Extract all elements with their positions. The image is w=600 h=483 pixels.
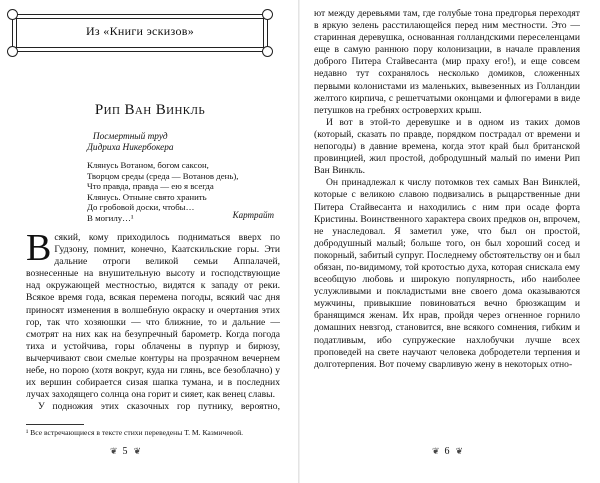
left-body-text	[26, 232, 280, 412]
page-footer	[432, 446, 462, 457]
ornament-icon: ❦	[455, 446, 463, 456]
subtitle-line: Посмертный труд	[92, 132, 168, 142]
paragraph: И вот в этой-то деревушке и в одном из таких домов (который, сказать по правде, порядком пострадал от времени и непогоды) в давние времена, когда этот край был британской провинцией, жил простой, добродушный малый по имени Рип Ван Винкль.	[314, 116, 580, 177]
paragraph: У подножия этих сказочных гор путнику, вероятно,	[38, 401, 280, 412]
epigraph-line: До гробовой доски, чтобы…	[87, 202, 195, 213]
right-page	[300, 0, 600, 483]
frame-corner-ornament	[262, 9, 273, 20]
frame-corner-ornament	[7, 46, 18, 57]
epigraph-attribution: Картрайт	[232, 210, 274, 220]
frame-corner-ornament	[7, 9, 18, 20]
subtitle-line: Дидриха Никербокера	[87, 143, 174, 153]
epigraph	[87, 160, 239, 224]
running-header: Из «Книги эскизов»	[85, 24, 195, 38]
page-number: 5	[122, 446, 128, 457]
story-title: Рип Ван Винкль	[94, 102, 206, 118]
epigraph-line: Клянусь Вотаном, богом саксон,	[87, 160, 209, 170]
footnote: ¹ Все встречающиеся в тексте стихи переведены Т. М. Казмичевой.	[26, 428, 244, 437]
frame-corner-ornament	[262, 46, 273, 57]
drop-cap: В	[26, 232, 52, 269]
paragraph: Он принадлежал к числу потомков тех самых Ван Винклей, которые с великою славою подвизались в рыцарственные дни Питера Стайвесанта и находились с ним при осаде форта Кристины. Воинственного характера своих предков он, впрочем, не унаследовал. Я заметил уже, что был он простой, добродушный малый; больше того, он был хороший сосед и покорный, забитый супруг. Последнему обстоятельству он и был обязан, по-видимому, той кротостью духа, которая снискала ему всеобщую любовь и широкую популярность, ибо наиболее услужливыми и покладистыми вне своего дома оказываются мужчины, привыкшие повиноваться вечно брюзжащим и бранящимся женам. Их нрав, пройдя через огненное горнило домашних невзгод, становится, вне всякого сомнения, гибким и податливым, ибо супружеские нахлобучки лучше всех проповедей на свете научают человека добродетели терпения и долготерпения. Вот почему сварливую жену в некоторых отно-	[314, 177, 580, 370]
ornament-icon: ❦	[110, 446, 117, 456]
ornament-icon: ❦	[133, 446, 141, 456]
epigraph-line: Что правда, правда — ею я всегда	[87, 181, 214, 192]
paragraph: сякий, кому приходилось подниматься вверх по Гудзону, помнит, конечно, Каатскильские горы. Эти дальние отроги великой семьи Аппалачей, вознесенные на внушительную высоту и господствующие над окружающей местностью, видятся к западу от реки. Всякое время года, всякая перемена погоды, всякий час дня приносят изменения в волшебную окраску и очертания этих гор, так что хозяюшки — что ближние, то и дальние — смотрят на них как на безупречный барометр. Когда погода тиха и устойчива, горы облачены в пурпур и бирюзу, вычерчивают свои смелые контуры на прозрачном вечернем небе, но порою (хотя вокруг, куда ни глянь, все безоблачно) у их вершин собирается сизая шапка тумана, и в последних лучах заходящего солнца она горит и сияет, как венец славы.	[26, 232, 280, 401]
epigraph-line: Творцом среды (среда — Вотанов день),	[87, 170, 239, 181]
epigraph-line: В могилу…¹	[87, 212, 134, 223]
right-body-text	[314, 8, 580, 438]
paragraph: ют между деревьями там, где голубые тона предгорья переходят в яркую зелень расстилающейся перед ним местности. Это — старинная деревушка, основанная голландскими переселенцами еще в самую раннюю пору колонизации, в начале правления доброго Питера Стайвесанта (мир праху его!), и еще совсем недавно тут сохранялось несколько домиков, сложенных первыми колонистами из маленьких, вывезенных из Голландии желтого кирпича, с решетчатыми оконцами и флюгерами в виде петушков на гребнях островерхих крыш.	[314, 8, 580, 116]
page-number: 6	[444, 446, 450, 457]
running-header-frame	[12, 14, 268, 52]
subtitle	[87, 132, 174, 154]
epigraph-line: Клянусь. Отныне свято хранить	[87, 191, 207, 202]
page-footer	[110, 446, 140, 457]
footnote-rule	[26, 424, 84, 425]
ornament-icon: ❦	[432, 446, 439, 456]
